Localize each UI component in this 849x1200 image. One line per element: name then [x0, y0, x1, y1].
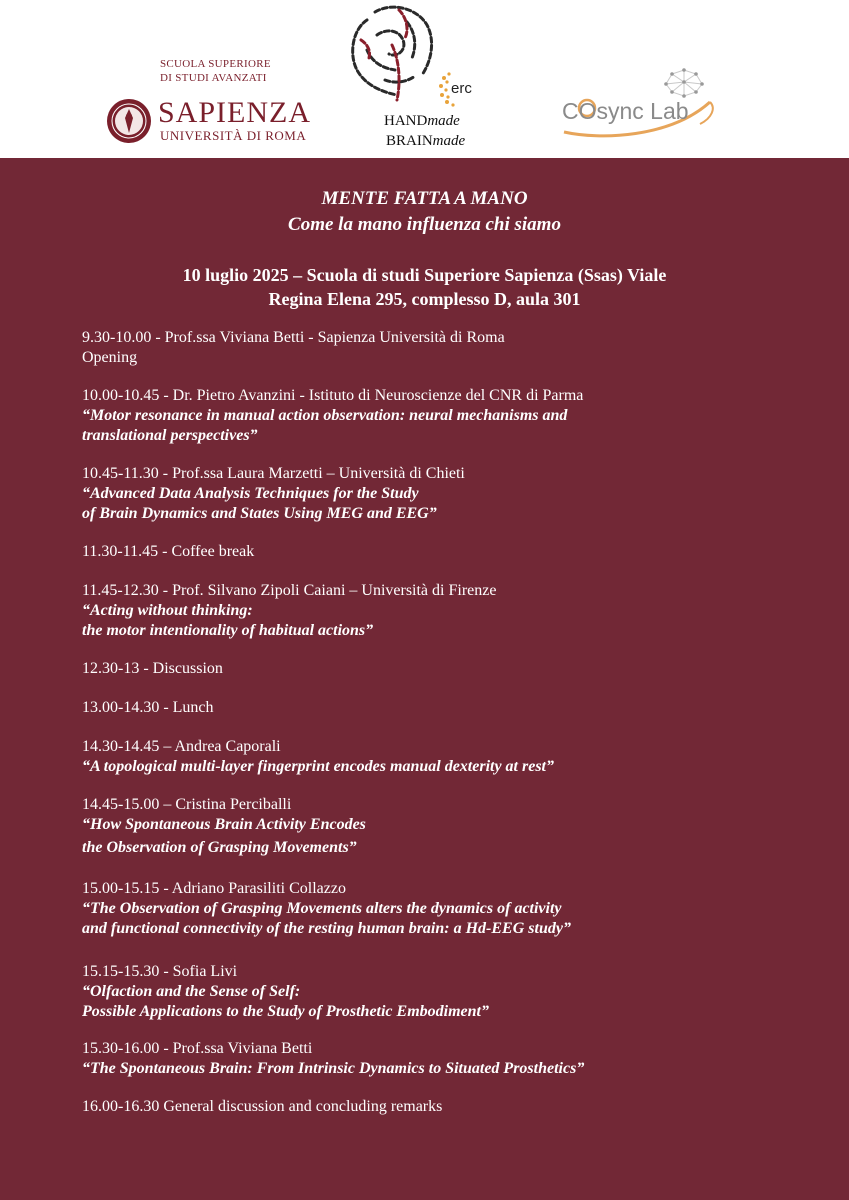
program-speaker: 11.30-11.45 - Coffee break — [82, 543, 255, 560]
program-item — [82, 962, 782, 1022]
program-speaker: 15.30-16.00 - Prof.ssa Viviana Betti — [82, 1040, 313, 1057]
program-talk-title: of Brain Dynamics and States Using MEG and EEG” — [82, 505, 437, 522]
brainmade-text — [386, 132, 486, 150]
handmade-text — [384, 112, 484, 130]
brainmade-made: made — [432, 133, 466, 149]
program-talk-title: “Advanced Data Analysis Techniques for the Study — [82, 485, 419, 502]
ssas-line2: DI STUDI AVANZATI — [160, 72, 267, 84]
venue-line-2: Regina Elena 295, complesso D, aula 301 — [268, 289, 581, 309]
erc-text: erc — [451, 80, 472, 97]
program-speaker: 11.45-12.30 - Prof. Silvano Zipoli Caiani – Università di Firenze — [82, 582, 497, 599]
program-speaker: 10.45-11.30 - Prof.ssa Laura Marzetti – Università di Chieti — [82, 465, 465, 482]
program-item — [82, 542, 782, 562]
program-talk-title: “The Observation of Grasping Movements alters the dynamics of activity — [82, 900, 562, 917]
event-subtitle: Come la mano influenza chi siamo — [288, 214, 561, 235]
venue-line-1: 10 luglio 2025 – Scuola di studi Superiore Sapienza (Ssas) Viale — [182, 265, 667, 285]
program-talk-title: “A topological multi-layer fingerprint encodes manual dexterity at rest” — [82, 758, 554, 775]
sapienza-seal-icon — [106, 98, 152, 144]
program-talk-title: “Acting without thinking: — [82, 602, 253, 619]
logo-header — [0, 0, 849, 158]
program-talk-title: the motor intentionality of habitual actions” — [82, 622, 374, 639]
program-item — [82, 1097, 782, 1117]
event-title: MENTE FATTA A MANO — [321, 188, 528, 209]
program-note: Opening — [82, 349, 138, 366]
program-item — [82, 795, 782, 858]
program-talk-title: “The Spontaneous Brain: From Intrinsic Dynamics to Situated Prosthetics” — [82, 1060, 585, 1077]
program-speaker: 14.45-15.00 – Cristina Perciballi — [82, 796, 292, 813]
program-item — [82, 1039, 782, 1079]
cosync-lab-text: COsync Lab — [562, 98, 689, 124]
program-item — [82, 386, 782, 446]
program-talk-title: “Olfaction and the Sense of Self: — [82, 983, 301, 1000]
program-talk-title: and functional connectivity of the resting human brain: a Hd-EEG study” — [82, 920, 571, 937]
handmade-hand: HAND — [384, 113, 428, 129]
sapienza-university: UNIVERSITÀ DI ROMA — [160, 128, 307, 143]
program-talk-title: Possible Applications to the Study of Prosthetic Embodiment” — [82, 1003, 489, 1020]
program-speaker: 16.00-16.30 General discussion and concluding remarks — [82, 1098, 443, 1115]
program-talk-title: translational perspectives” — [82, 427, 258, 444]
program-talk-title: “Motor resonance in manual action observation: neural mechanisms and — [82, 407, 568, 424]
program-talk-title: the Observation of Grasping Movements” — [82, 839, 357, 856]
program-speaker: 14.30-14.45 – Andrea Caporali — [82, 738, 281, 755]
sapienza-name: SAPIENZA — [158, 96, 312, 129]
brainmade-brain: BRAIN — [386, 133, 433, 149]
program-speaker: 10.00-10.45 - Dr. Pietro Avanzini - Istituto di Neuroscienze del CNR di Parma — [82, 387, 584, 404]
program-speaker: 13.00-14.30 - Lunch — [82, 699, 214, 716]
program-speaker: 15.15-15.30 - Sofia Livi — [82, 963, 238, 980]
program-speaker: 9.30-10.00 - Prof.ssa Viviana Betti - Sapienza Università di Roma — [82, 329, 505, 346]
ssas-logo-text — [160, 57, 280, 85]
program-item — [82, 581, 782, 641]
program-item — [82, 659, 782, 679]
program-item — [82, 698, 782, 718]
brain-hand-logo-icon — [337, 0, 447, 110]
handmade-made: made — [427, 113, 460, 129]
program-item — [82, 879, 782, 939]
program-item — [82, 328, 782, 368]
program-speaker: 15.00-15.15 - Adriano Parasiliti Collazzo — [82, 880, 346, 897]
program-item — [82, 464, 782, 524]
ssas-line1: SCUOLA SUPERIORE — [160, 58, 271, 70]
program-item — [82, 737, 782, 777]
program-speaker: 12.30-13 - Discussion — [82, 660, 223, 677]
program-talk-title: “How Spontaneous Brain Activity Encodes — [82, 816, 366, 833]
